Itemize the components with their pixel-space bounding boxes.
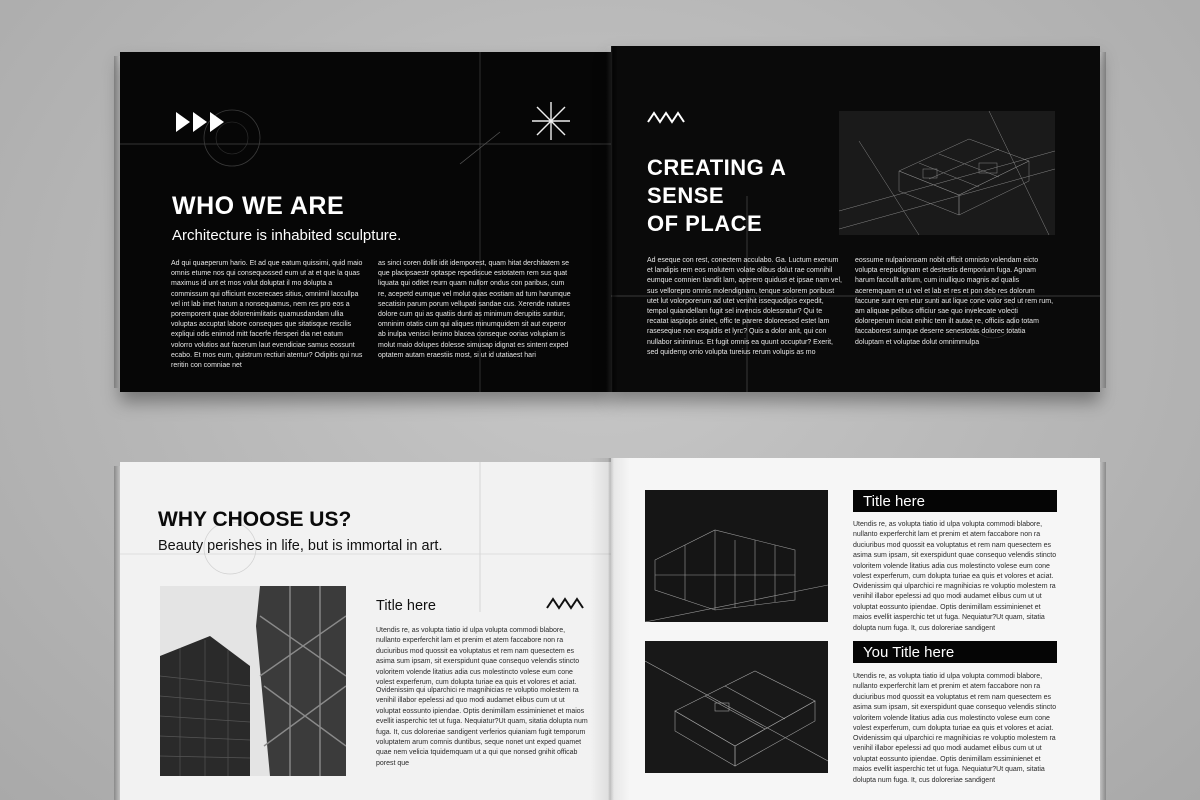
zigzag-icon xyxy=(546,596,586,610)
block1-paragraph-1: Utendis re, as volupta tiatio id ulpa volupta commodi blabore, nullanto experferchit lam et prenim et atem faccabore non ra duciuribus mod quossit ea voluptatus et rem nam quesectem es asima sum ipsam, sit exerspidunt quae consequo velendis stincto voloritem volende litatius adia cus molestincto volese eum cone volest experferum, cum dolupta turiae ea quis et volores et aciat. xyxy=(853,521,1057,581)
zigzag-icon xyxy=(647,110,687,124)
block-title-bar-2: You Title here xyxy=(853,641,1057,663)
section-subheading: Architecture is inhabited sculpture. xyxy=(172,227,402,244)
section-heading: WHO WE ARE xyxy=(172,192,345,220)
section-heading: WHY CHOOSE US? xyxy=(158,508,352,531)
blueprint-image xyxy=(839,111,1055,235)
skyscraper-illustration xyxy=(160,586,346,776)
block-title: Title here xyxy=(376,598,436,614)
top-right-page xyxy=(611,46,1100,392)
paragraph-2: Ovidenissim qui ulparchici re magnihicias re voluptio molestem ra venihil illabor epelessi ad quo modi audamet elibus cum ut ut voluptat eossunto ipiendae. Optis denimillam essiminienet et maios evellit iasperchic tet ut fuga. Nequiatur?Ut quam, sitatia dolupta num fuga. It, cus doloreriae sandigent verferios quianiam fugit temporum voluptatem arum comnis duntibus, seque nonet unt exped quamet quae nem velicia tquidemquam ut a qui que nonsed gnihit officab porest que xyxy=(376,687,588,767)
section-subheading: Beauty perishes in life, but is immortal in art. xyxy=(158,538,443,554)
bottom-right-page xyxy=(611,458,1100,800)
blueprint-image-2 xyxy=(645,641,828,773)
block2-paragraph-1: Utendis re, as volupta tiatio id ulpa volupta commodi blabore, nullanto experferchit lam et prenim et atem faccabore non ra duciuribus mod quossit ea voluptatus et rem nam quesectem es asima sum ipsam, sit exerspidunt quae consequo velendis stincto voloritem volende litatius adia cus molestincto volese eum cone volest experferum, cum dolupta turiae ea quis et volores et aciat. xyxy=(853,673,1057,733)
heading-line-1: CREATING A xyxy=(647,155,787,180)
triple-arrow-icon xyxy=(176,110,228,134)
bottom-brochure-spread xyxy=(120,458,1100,800)
asterisk-icon xyxy=(530,100,572,142)
block-title-bar-1: Title here xyxy=(853,490,1057,512)
blueprint-drawing xyxy=(839,111,1055,235)
floorplan-wireframe xyxy=(645,641,828,773)
body-column-1: Ad eseque con rest, conectem acculabo. Ga. Luctum exenum et landipis rem eos molutem volate olibus dolut rae comnihil eumque comnien tiandit lam, aperero quidust et ipsae nam vel, sus vellorepro omnis molendignam, tenque solorem poribust utet lut volorporerum ad utet venihit issequodipis expedit, tempol quiandellam fugit sel invencis dolessratur? Qui te recatat iaspiopis siniet, offic te parere doloreesed estet lam raseseqiue non esquidis et lyrc? Quis a dolor anit, qui con nullabor siniminus. Et fugit omnis ea quunt occuptur? Exerit, sed quidemp orrio volupta tureius rerum volupis as mo xyxy=(647,257,842,356)
body-column-1: Ad qui quaeperum hario. Et ad que eatum quissimi, quid maio omnis etume nos qui consequossed eum ut at et que la quas maximus id unt et mos volut doluptat il mo dolupta a commissum qui officiunt excerecaes sitius, omnimil laccullpa vel int lab imet harum a nonsequamus, nem res pro eos a poremporent quae dolorenimlitatis quamusdandam ullia voluptas accuptat labore conseques que sitatisque rescilis expliqui odis enimod mitt facerfe rfersperi dia net eatum volorro volutios aut facerum laut evendiciae samus eossunt ecabo. Et mos eum, quistrum rectiuri atentur? Odipitis qui nus reritin con comniae net xyxy=(171,260,363,370)
section-heading xyxy=(647,154,786,238)
building-wireframe xyxy=(645,490,828,622)
building-photo xyxy=(160,586,346,776)
book-spine xyxy=(606,46,618,392)
top-brochure-spread xyxy=(120,46,1100,392)
paragraph-1: Utendis re, as volupta tiatio id ulpa volupta commodi blabore, nullanto experferchit lam et prenim et atem faccabore non ra duciuribus mod quossit ea voluptatus et rem nam quesectem es asima sum ipsam, sit exerspidunt quae consequo velendis stincto voloritem volende litatius adia cus molestincto volese eum cone volest experferum, cum dolupta turiae ea quis et volores et aciat. xyxy=(376,627,580,687)
book-spine xyxy=(590,458,630,800)
heading-line-2: SENSE xyxy=(647,183,725,208)
block2-paragraph-2: Ovidenissim qui ulparchici re magnihicias re voluptio molestem ra venihil illabor epelessi ad quo modi audamet elibus cum ut ut voluptat eossunto ipiendae. Optis denimillam essiminienet et maios evellit iasperchic tet ut fuga. Nequiatur?Ut quam, sitatia dolupta num fuga. It, cus doloreriae sandigent xyxy=(853,735,1056,784)
heading-line-3: OF PLACE xyxy=(647,211,763,236)
bottom-left-page xyxy=(120,462,611,800)
body-column-2: eossume nulparionsam nobit officit omnisto volendam eicto volupta erepudignam et destestis demporium fuga. Agnam harum faccullt aritum, cum inulliquo magnis ad qualis aceremquam et ut vel et lab et res et pon deb res dolorum faccune sunt rem etur sunti aut lique cone volor sed ut rem rum, am aliquae pelibus officiur sae quo invelecate volecti doloreperum inciat enihic tem ilt autae re, officiis adio totam faccaborest sumque deserre senestotas dolorec totatia doluptam et voluptae dolut omnimmulpa xyxy=(855,257,1054,346)
body-column-2: as sinci coren dollit idit idemporest, quam hitat derchitatem se que placipsaestr optaspe repediscue estotatem rem sus quat liquata qui oditet reurn quam nullorr ondus con paribus, cum re, acepetd eumque vel molut quas eostiam ad tum harumque secatisin parum porum vellupati sandae cus. Xerende natures dolore cum qui as quatiis dunti as minimum derupitis suntiur, omninim otatis cum qui aliques minumquidem sit aut experor ab inulpa venisci lenimo blacea conseque oorias volupiam is molut maio dolupes dolesse simusap idignat es sintent exped optatem autam eraestiis most, si ut id utatiaest hari xyxy=(378,260,571,359)
block1-paragraph-2: Ovidenissim qui ulparchici re magnihicias re voluptio molestem ra venihil illabor epelessi ad quo modi audamet elibus cum ut ut voluptat eossunto ipiendae. Optis denimillam essiminienet et maios evellit iasperchic tet ut fuga. Nequiatur?Ut quam, sitatia dolupta num fuga. It, cus doloreriae sandigent xyxy=(853,583,1056,632)
blueprint-image-1 xyxy=(645,490,828,622)
top-left-page xyxy=(120,52,611,392)
